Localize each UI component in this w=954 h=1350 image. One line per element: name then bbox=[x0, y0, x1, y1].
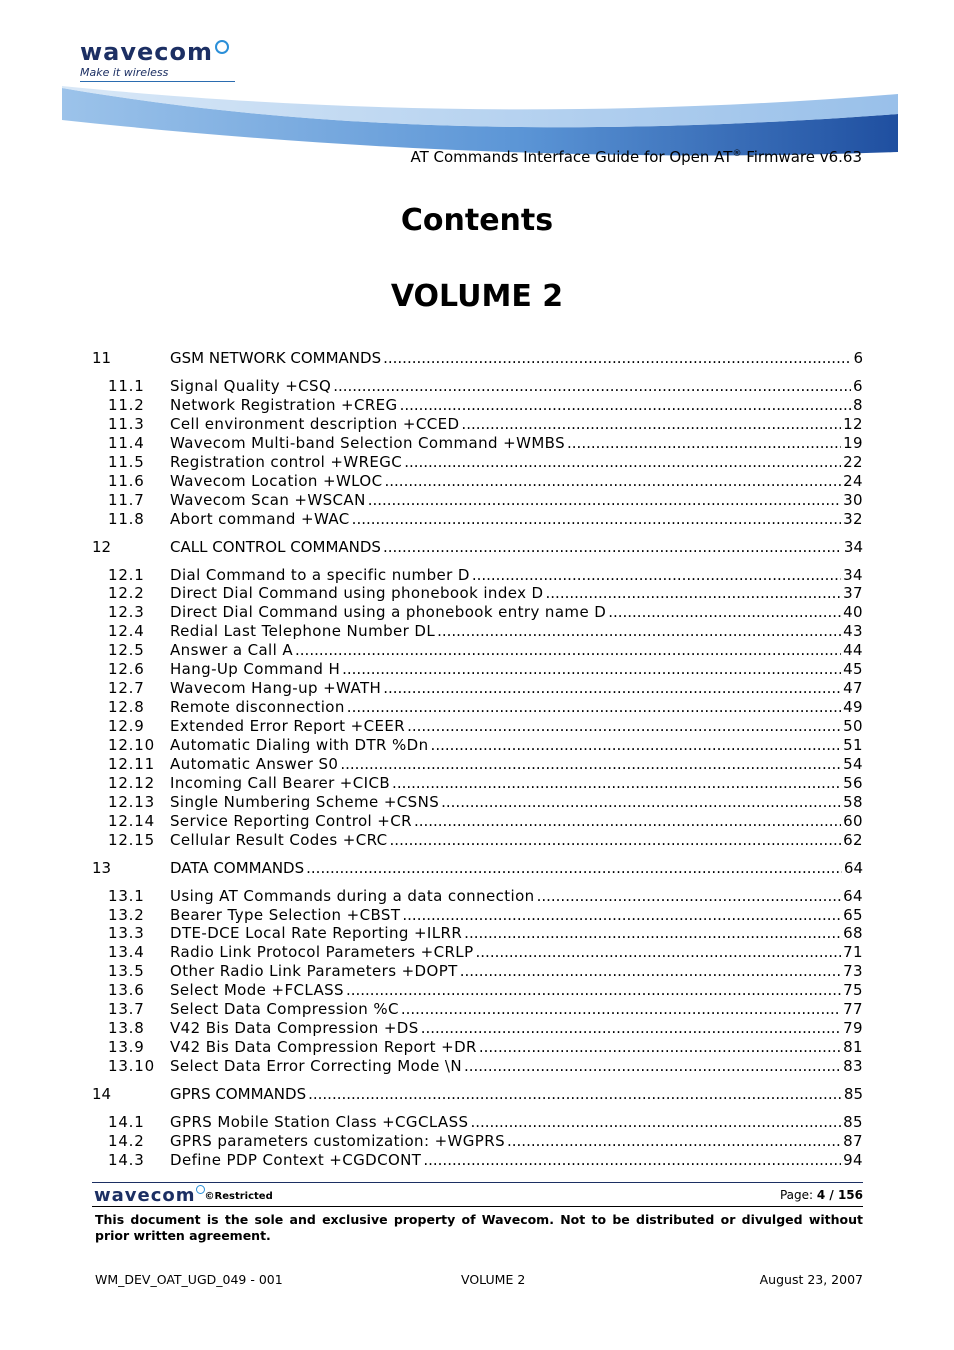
toc-leader-dots bbox=[567, 434, 841, 452]
toc-section-number: 12.3 bbox=[108, 603, 145, 622]
toc-section-page: 40 bbox=[843, 603, 863, 622]
toc-leader-dots bbox=[464, 1057, 841, 1075]
toc-section-page: 47 bbox=[843, 679, 863, 698]
toc-leader-dots bbox=[390, 831, 842, 849]
logo-swirl-icon bbox=[215, 40, 229, 54]
toc-section-entry[interactable] bbox=[92, 434, 863, 453]
toc-section-page: 24 bbox=[843, 471, 863, 490]
toc-section-page: 19 bbox=[843, 433, 863, 452]
toc-leader-dots bbox=[347, 698, 841, 716]
toc-section-entry[interactable] bbox=[92, 1151, 863, 1170]
toc-section-entry[interactable] bbox=[92, 793, 863, 812]
toc-section-number: 12.2 bbox=[108, 584, 145, 603]
toc-leader-dots bbox=[306, 859, 842, 877]
toc-section-page: 49 bbox=[843, 698, 863, 717]
toc-section-page: 37 bbox=[843, 584, 863, 603]
contents-heading: Contents bbox=[400, 203, 554, 238]
toc-section-entry[interactable] bbox=[92, 660, 863, 679]
toc-section-title: Select Data Compression %C bbox=[170, 1000, 399, 1019]
toc-leader-dots bbox=[441, 793, 841, 811]
logo-text: wavecom bbox=[80, 38, 214, 66]
toc-leader-dots bbox=[342, 660, 841, 678]
toc-section-title: Hang-Up Command H bbox=[170, 660, 341, 679]
toc-section-page: 85 bbox=[843, 1112, 863, 1131]
toc-section-entry[interactable] bbox=[92, 698, 863, 717]
toc-section-entry[interactable] bbox=[92, 736, 863, 755]
toc-leader-dots bbox=[383, 538, 842, 556]
toc-section-entry[interactable] bbox=[92, 962, 863, 981]
toc-section-title: Abort command +WAC bbox=[170, 509, 350, 528]
toc-section-entry[interactable] bbox=[92, 774, 863, 793]
toc-section-title: Extended Error Report +CEER bbox=[170, 717, 406, 735]
toc-section-page: 56 bbox=[843, 773, 863, 792]
toc-section-title: Cell environment description +CCED bbox=[170, 414, 460, 433]
toc-leader-dots bbox=[461, 415, 841, 433]
toc-section-number: 12.5 bbox=[108, 641, 145, 660]
footer-volume: VOLUME 2 bbox=[461, 1272, 526, 1287]
toc-leader-dots bbox=[464, 924, 841, 942]
toc-section-title: Direct Dial Command using a phonebook entry name D bbox=[170, 603, 607, 622]
toc-section-entry[interactable] bbox=[92, 831, 863, 850]
toc-leader-dots bbox=[437, 622, 841, 640]
toc-section-title: V42 Bis Data Compression +DS bbox=[170, 1019, 419, 1038]
toc-section-page: 75 bbox=[843, 981, 863, 1000]
toc-section-number: 12.7 bbox=[108, 679, 145, 698]
toc-leader-dots bbox=[537, 887, 842, 905]
toc-section-title: Bearer Type Selection +CBST bbox=[170, 905, 401, 924]
toc-section-page: 62 bbox=[843, 830, 863, 849]
toc-section-title: Registration control +WREGC bbox=[170, 452, 403, 471]
toc-section-title: Automatic Dialing with DTR %Dn bbox=[170, 735, 429, 754]
toc-chapter-entry[interactable] bbox=[92, 349, 863, 368]
toc-section-number: 13.8 bbox=[108, 1019, 145, 1038]
toc-leader-dots bbox=[400, 396, 851, 414]
toc-leader-dots bbox=[402, 906, 841, 924]
toc-section-entry[interactable] bbox=[92, 943, 863, 962]
toc-section-page: 51 bbox=[843, 735, 863, 754]
toc-section-title: Dial Command to a specific number D bbox=[170, 565, 470, 584]
toc-section-page: 73 bbox=[843, 962, 863, 981]
toc-chapter-page: 64 bbox=[843, 858, 863, 877]
toc-section-entry[interactable] bbox=[92, 717, 863, 736]
toc-section-entry[interactable] bbox=[92, 924, 863, 943]
toc-section-title: Radio Link Protocol Parameters +CRLP bbox=[170, 943, 474, 962]
toc-section-page: 68 bbox=[843, 924, 863, 943]
toc-leader-dots bbox=[421, 1019, 841, 1037]
toc-leader-dots bbox=[407, 717, 841, 735]
footer-divider-blue bbox=[92, 1182, 863, 1183]
toc-section-title: Answer a Call A bbox=[170, 641, 294, 660]
toc-section-number: 13.6 bbox=[108, 981, 145, 1000]
toc-chapter-number: 11 bbox=[92, 349, 112, 367]
table-of-contents bbox=[92, 347, 863, 1179]
toc-section-title: Cellular Result Codes +CRC bbox=[170, 830, 388, 849]
toc-section-title: Select Mode +FCLASS bbox=[170, 981, 344, 1000]
toc-section-page: 94 bbox=[843, 1150, 863, 1169]
toc-section-number: 12.11 bbox=[108, 754, 155, 773]
toc-leader-dots bbox=[383, 679, 841, 697]
toc-section-title: Service Reporting Control +CR bbox=[170, 811, 412, 830]
toc-section-page: 32 bbox=[843, 509, 863, 528]
toc-section-number: 11.2 bbox=[108, 395, 145, 414]
toc-section-entry[interactable] bbox=[92, 453, 863, 472]
toc-section-number: 14.3 bbox=[108, 1150, 145, 1169]
toc-section-entry[interactable] bbox=[92, 415, 863, 434]
footer-logo: wavecom ©Restricted bbox=[94, 1185, 273, 1206]
toc-section-page: 64 bbox=[843, 886, 863, 905]
toc-section-number: 12.4 bbox=[108, 622, 145, 641]
toc-section-title: Incoming Call Bearer +CICB bbox=[170, 773, 391, 792]
toc-section-list bbox=[92, 1113, 863, 1170]
toc-chapter-number: 12 bbox=[92, 537, 112, 556]
toc-leader-dots bbox=[308, 1085, 842, 1103]
toc-section-entry[interactable] bbox=[92, 584, 863, 603]
toc-section-entry[interactable] bbox=[92, 1132, 863, 1151]
toc-section-number: 11.1 bbox=[108, 377, 145, 395]
toc-section-page: 81 bbox=[843, 1038, 863, 1057]
toc-chapter-page: 85 bbox=[843, 1084, 863, 1103]
toc-section-title: Define PDP Context +CGDCONT bbox=[170, 1150, 422, 1169]
toc-section-page: 44 bbox=[843, 641, 863, 660]
toc-section-title: Other Radio Link Parameters +DOPT bbox=[170, 962, 458, 981]
toc-leader-dots bbox=[352, 510, 841, 528]
toc-section-number: 13.1 bbox=[108, 886, 145, 905]
toc-section-entry[interactable] bbox=[92, 1038, 863, 1057]
toc-section-page: 60 bbox=[843, 811, 863, 830]
toc-section-title: Direct Dial Command using phonebook index D bbox=[170, 584, 544, 603]
toc-section-number: 13.3 bbox=[108, 924, 145, 943]
toc-section-title: Single Numbering Scheme +CSNS bbox=[170, 792, 440, 811]
toc-leader-dots bbox=[340, 755, 841, 773]
toc-section-entry[interactable] bbox=[92, 812, 863, 831]
footer-logo-swirl-icon bbox=[196, 1185, 205, 1194]
toc-section-entry[interactable] bbox=[92, 472, 863, 491]
toc-chapter-title: GPRS COMMANDS bbox=[170, 1084, 307, 1103]
toc-section-entry[interactable] bbox=[92, 603, 863, 622]
toc-section-number: 11.3 bbox=[108, 414, 145, 433]
toc-section-number: 14.2 bbox=[108, 1131, 145, 1150]
toc-section-entry[interactable] bbox=[92, 622, 863, 641]
toc-section-page: 45 bbox=[843, 660, 863, 679]
toc-section-page: 65 bbox=[843, 905, 863, 924]
toc-section-number: 12.8 bbox=[108, 698, 145, 717]
toc-section-title: Redial Last Telephone Number DL bbox=[170, 622, 436, 641]
toc-section-number: 11.6 bbox=[108, 471, 145, 490]
toc-section-page: 54 bbox=[843, 754, 863, 773]
toc-section-page: 58 bbox=[843, 792, 863, 811]
toc-section-number: 12.6 bbox=[108, 660, 145, 679]
toc-section-number: 11.4 bbox=[108, 433, 145, 452]
document-title: AT Commands Interface Guide for Open AT® Firmware v6.63 bbox=[410, 148, 862, 166]
document-date: August 23, 2007 bbox=[759, 1272, 863, 1287]
toc-section-title: GPRS Mobile Station Class +CGCLASS bbox=[170, 1112, 469, 1131]
toc-section-page: 30 bbox=[843, 490, 863, 509]
toc-section-page: 34 bbox=[843, 565, 863, 584]
toc-leader-dots bbox=[470, 1113, 841, 1131]
toc-section-list bbox=[92, 566, 863, 850]
toc-chapter-number: 13 bbox=[92, 858, 112, 877]
toc-chapter-title: CALL CONTROL COMMANDS bbox=[170, 537, 381, 556]
confidentiality-notice: This document is the sole and exclusive property of Wavecom. Not to be distributed or divulged without prior written agreement. bbox=[95, 1212, 863, 1243]
toc-chapter-entry[interactable] bbox=[92, 538, 863, 557]
toc-section-title: Wavecom Hang-up +WATH bbox=[170, 679, 382, 698]
toc-section-title: Network Registration +CREG bbox=[170, 395, 398, 414]
toc-section-title: Automatic Answer S0 bbox=[170, 754, 339, 773]
page-number: Page: 4 / 156 bbox=[779, 1188, 863, 1202]
toc-section-page: 8 bbox=[853, 395, 863, 414]
toc-leader-dots bbox=[392, 774, 841, 792]
toc-section-page: 77 bbox=[843, 1000, 863, 1019]
toc-section-number: 13.5 bbox=[108, 962, 145, 981]
toc-section-entry[interactable] bbox=[92, 641, 863, 660]
toc-section-page: 87 bbox=[843, 1131, 863, 1150]
toc-section-number: 12.12 bbox=[108, 773, 155, 792]
toc-section-number: 13.10 bbox=[108, 1057, 155, 1075]
toc-leader-dots bbox=[295, 641, 841, 659]
toc-section-entry[interactable] bbox=[92, 491, 863, 510]
toc-section-page: 12 bbox=[843, 414, 863, 433]
toc-section-number: 12.9 bbox=[108, 717, 145, 735]
toc-section-page: 50 bbox=[843, 717, 863, 735]
toc-section-list bbox=[92, 887, 863, 1076]
toc-section-entry[interactable] bbox=[92, 377, 863, 396]
toc-chapter-page: 6 bbox=[853, 349, 863, 367]
toc-section-title: V42 Bis Data Compression Report +DR bbox=[170, 1038, 477, 1057]
toc-leader-dots bbox=[431, 736, 842, 754]
toc-section-number: 12.1 bbox=[108, 565, 145, 584]
toc-leader-dots bbox=[476, 943, 842, 961]
toc-section-title: Signal Quality +CSQ bbox=[170, 377, 332, 395]
toc-section-list bbox=[92, 377, 863, 529]
toc-leader-dots bbox=[460, 962, 841, 980]
header-swoosh-graphic bbox=[60, 70, 900, 160]
toc-section-number: 13.2 bbox=[108, 905, 145, 924]
toc-section-number: 13.4 bbox=[108, 943, 145, 962]
toc-section-entry[interactable] bbox=[92, 566, 863, 585]
toc-section-page: 71 bbox=[843, 943, 863, 962]
toc-leader-dots bbox=[368, 491, 841, 509]
toc-section-title: Wavecom Multi-band Selection Command +WMBS bbox=[170, 433, 566, 452]
toc-leader-dots bbox=[423, 1151, 841, 1169]
toc-section-entry[interactable] bbox=[92, 981, 863, 1000]
toc-leader-dots bbox=[401, 1000, 841, 1018]
restricted-label: ©Restricted bbox=[204, 1191, 273, 1202]
toc-section-number: 14.1 bbox=[108, 1112, 145, 1131]
toc-leader-dots bbox=[507, 1132, 841, 1150]
toc-leader-dots bbox=[608, 603, 841, 621]
toc-chapter-title: GSM NETWORK COMMANDS bbox=[170, 349, 382, 367]
toc-section-title: GPRS parameters customization: +WGPRS bbox=[170, 1131, 505, 1150]
toc-section-entry[interactable] bbox=[92, 887, 863, 906]
volume-heading: VOLUME 2 bbox=[390, 279, 564, 314]
toc-section-number: 11.7 bbox=[108, 490, 145, 509]
toc-section-page: 79 bbox=[843, 1019, 863, 1038]
toc-chapter-number: 14 bbox=[92, 1084, 112, 1103]
toc-leader-dots bbox=[404, 453, 841, 471]
toc-leader-dots bbox=[479, 1038, 841, 1056]
document-id: WM_DEV_OAT_UGD_049 - 001 bbox=[95, 1272, 283, 1287]
toc-section-title: Using AT Commands during a data connection bbox=[170, 886, 535, 905]
toc-section-entry[interactable] bbox=[92, 755, 863, 774]
toc-leader-dots bbox=[346, 981, 841, 999]
toc-section-number: 12.13 bbox=[108, 792, 155, 811]
toc-section-entry[interactable] bbox=[92, 679, 863, 698]
toc-section-title: Remote disconnection bbox=[170, 698, 345, 717]
toc-section-title: Wavecom Scan +WSCAN bbox=[170, 490, 366, 509]
toc-leader-dots bbox=[414, 812, 841, 830]
toc-chapter-title: DATA COMMANDS bbox=[170, 858, 305, 877]
toc-section-page: 83 bbox=[843, 1057, 863, 1075]
toc-leader-dots bbox=[546, 584, 842, 602]
logo-tagline: Make it wireless bbox=[80, 66, 235, 82]
toc-section-number: 13.9 bbox=[108, 1038, 145, 1057]
toc-section-entry[interactable] bbox=[92, 906, 863, 925]
toc-chapter-entry[interactable] bbox=[92, 1085, 863, 1104]
toc-chapter-entry[interactable] bbox=[92, 859, 863, 878]
toc-section-entry[interactable] bbox=[92, 1113, 863, 1132]
toc-section-entry[interactable] bbox=[92, 1000, 863, 1019]
toc-leader-dots bbox=[385, 472, 842, 490]
toc-section-entry[interactable] bbox=[92, 396, 863, 415]
toc-section-entry[interactable] bbox=[92, 1057, 863, 1076]
toc-section-entry[interactable] bbox=[92, 1019, 863, 1038]
toc-section-number: 11.5 bbox=[108, 452, 145, 471]
toc-section-page: 22 bbox=[843, 452, 863, 471]
toc-section-number: 12.10 bbox=[108, 735, 155, 754]
toc-section-number: 13.7 bbox=[108, 1000, 145, 1019]
toc-chapter-page: 34 bbox=[843, 537, 863, 556]
toc-leader-dots bbox=[383, 349, 851, 367]
toc-section-title: DTE-DCE Local Rate Reporting +ILRR bbox=[170, 924, 463, 943]
toc-leader-dots bbox=[472, 566, 841, 584]
toc-section-number: 12.14 bbox=[108, 811, 155, 830]
toc-section-title: Wavecom Location +WLOC bbox=[170, 471, 383, 490]
toc-section-title: Select Data Error Correcting Mode \N bbox=[170, 1057, 462, 1075]
footer-divider bbox=[92, 1206, 863, 1207]
toc-section-page: 6 bbox=[853, 377, 863, 395]
toc-section-page: 43 bbox=[843, 622, 863, 641]
toc-section-number: 12.15 bbox=[108, 830, 155, 849]
toc-section-entry[interactable] bbox=[92, 510, 863, 529]
toc-leader-dots bbox=[333, 377, 851, 395]
toc-section-number: 11.8 bbox=[108, 509, 145, 528]
